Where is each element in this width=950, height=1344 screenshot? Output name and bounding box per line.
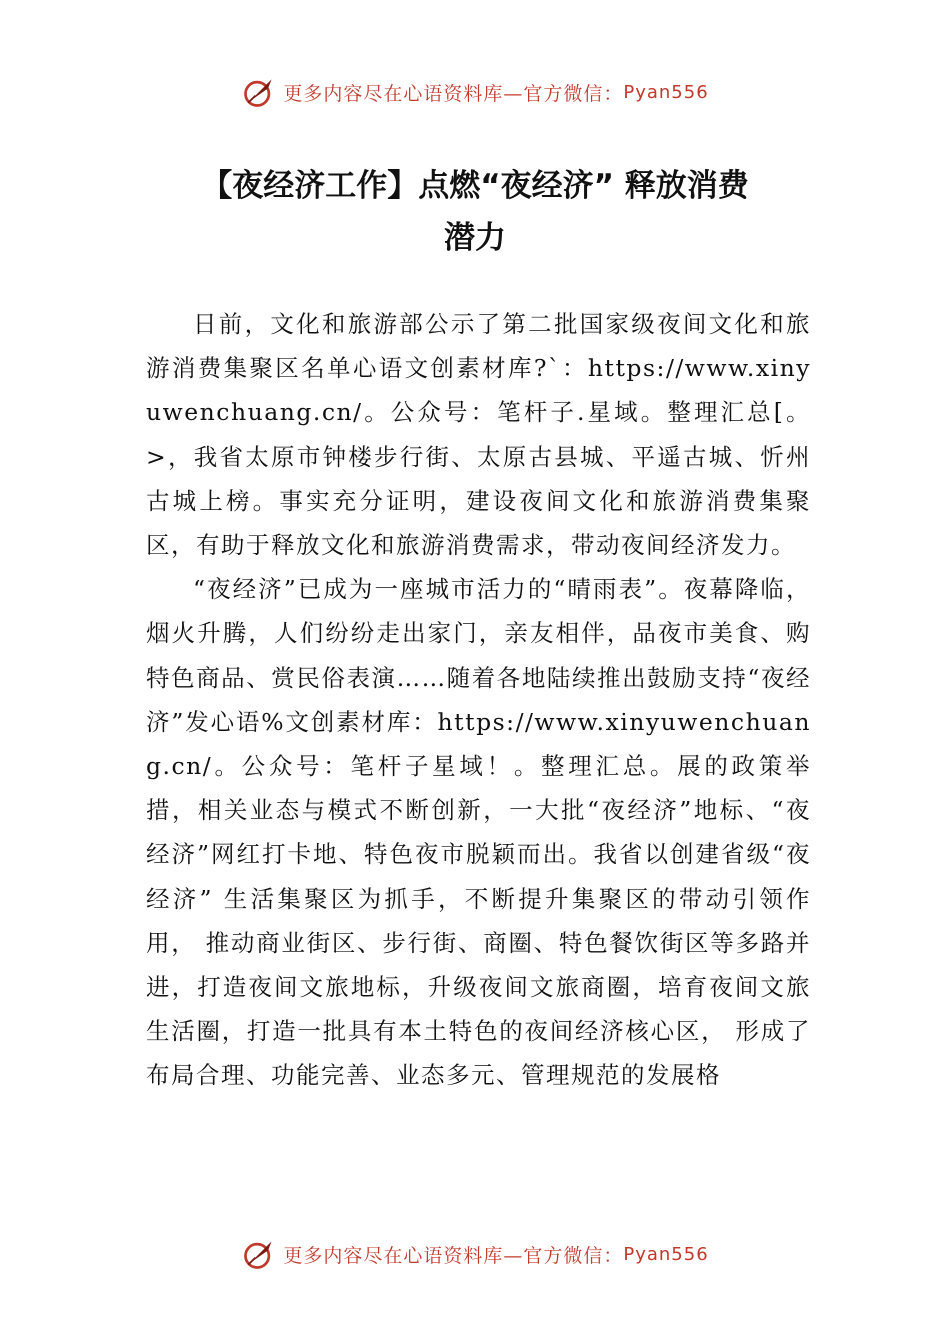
- title-line-1: 【夜经济工作】点燃“夜经济” 释放消费: [201, 168, 749, 204]
- quill-logo-icon: [241, 74, 277, 110]
- banner-wechat-id: Pyan556: [623, 1243, 709, 1265]
- footer-banner: [0, 1232, 950, 1276]
- header-banner: [0, 70, 950, 114]
- title-line-2: 潜力: [444, 220, 506, 256]
- banner-wechat-id: Pyan556: [623, 81, 709, 103]
- quill-logo-icon: [241, 1236, 277, 1272]
- banner-text: 更多内容尽在心语资料库—官方微信：: [283, 1244, 624, 1267]
- paragraph-2: “夜经济”已成为一座城市活力的“晴雨表”。夜幕降临，烟火升腾，人们纷纷走出家门，亲友相伴，品夜市美食、购特色商品、赏民俗表演……随着各地陆续推出鼓励支持“夜经济”发心语%文创素材库：https://www.xinyuwenchuang.cn/。公众号：笔杆子星域！。整理汇总。展的政策举措，相关业态与模式不断创新，一大批“夜经济”地标、“夜经济”网红打卡地、特色夜市脱颖而出。我省以创建省级“夜经济” 生活集聚区为抓手，不断提升集聚区的带动引领作用， 推动商业街区、步行街、商圈、特色餐饮街区等多路并进，打造夜间文旅地标，升级夜间文旅商圈，培育夜间文旅生活圈，打造一批具有本土特色的夜间经济核心区， 形成了布局合理、功能完善、业态多元、管理规范的发展格: [146, 575, 811, 1090]
- paragraph-1: 日前，文化和旅游部公示了第二批国家级夜间文化和旅游消费集聚区名单心语文创素材库?`：https://www.xinyuwenchuang.cn/。公众号：笔杆子.星域。整理汇总[。>，我省太原市钟楼步行街、太原古县城、平遥古城、忻州古城上榜。事实充分证明，建设夜间文化和旅游消费集聚区，有助于释放文化和旅游消费需求，带动夜间经济发力。: [146, 310, 811, 560]
- article-title: [140, 160, 810, 264]
- article-body: [146, 302, 811, 1098]
- banner-text: 更多内容尽在心语资料库—官方微信：: [283, 82, 624, 105]
